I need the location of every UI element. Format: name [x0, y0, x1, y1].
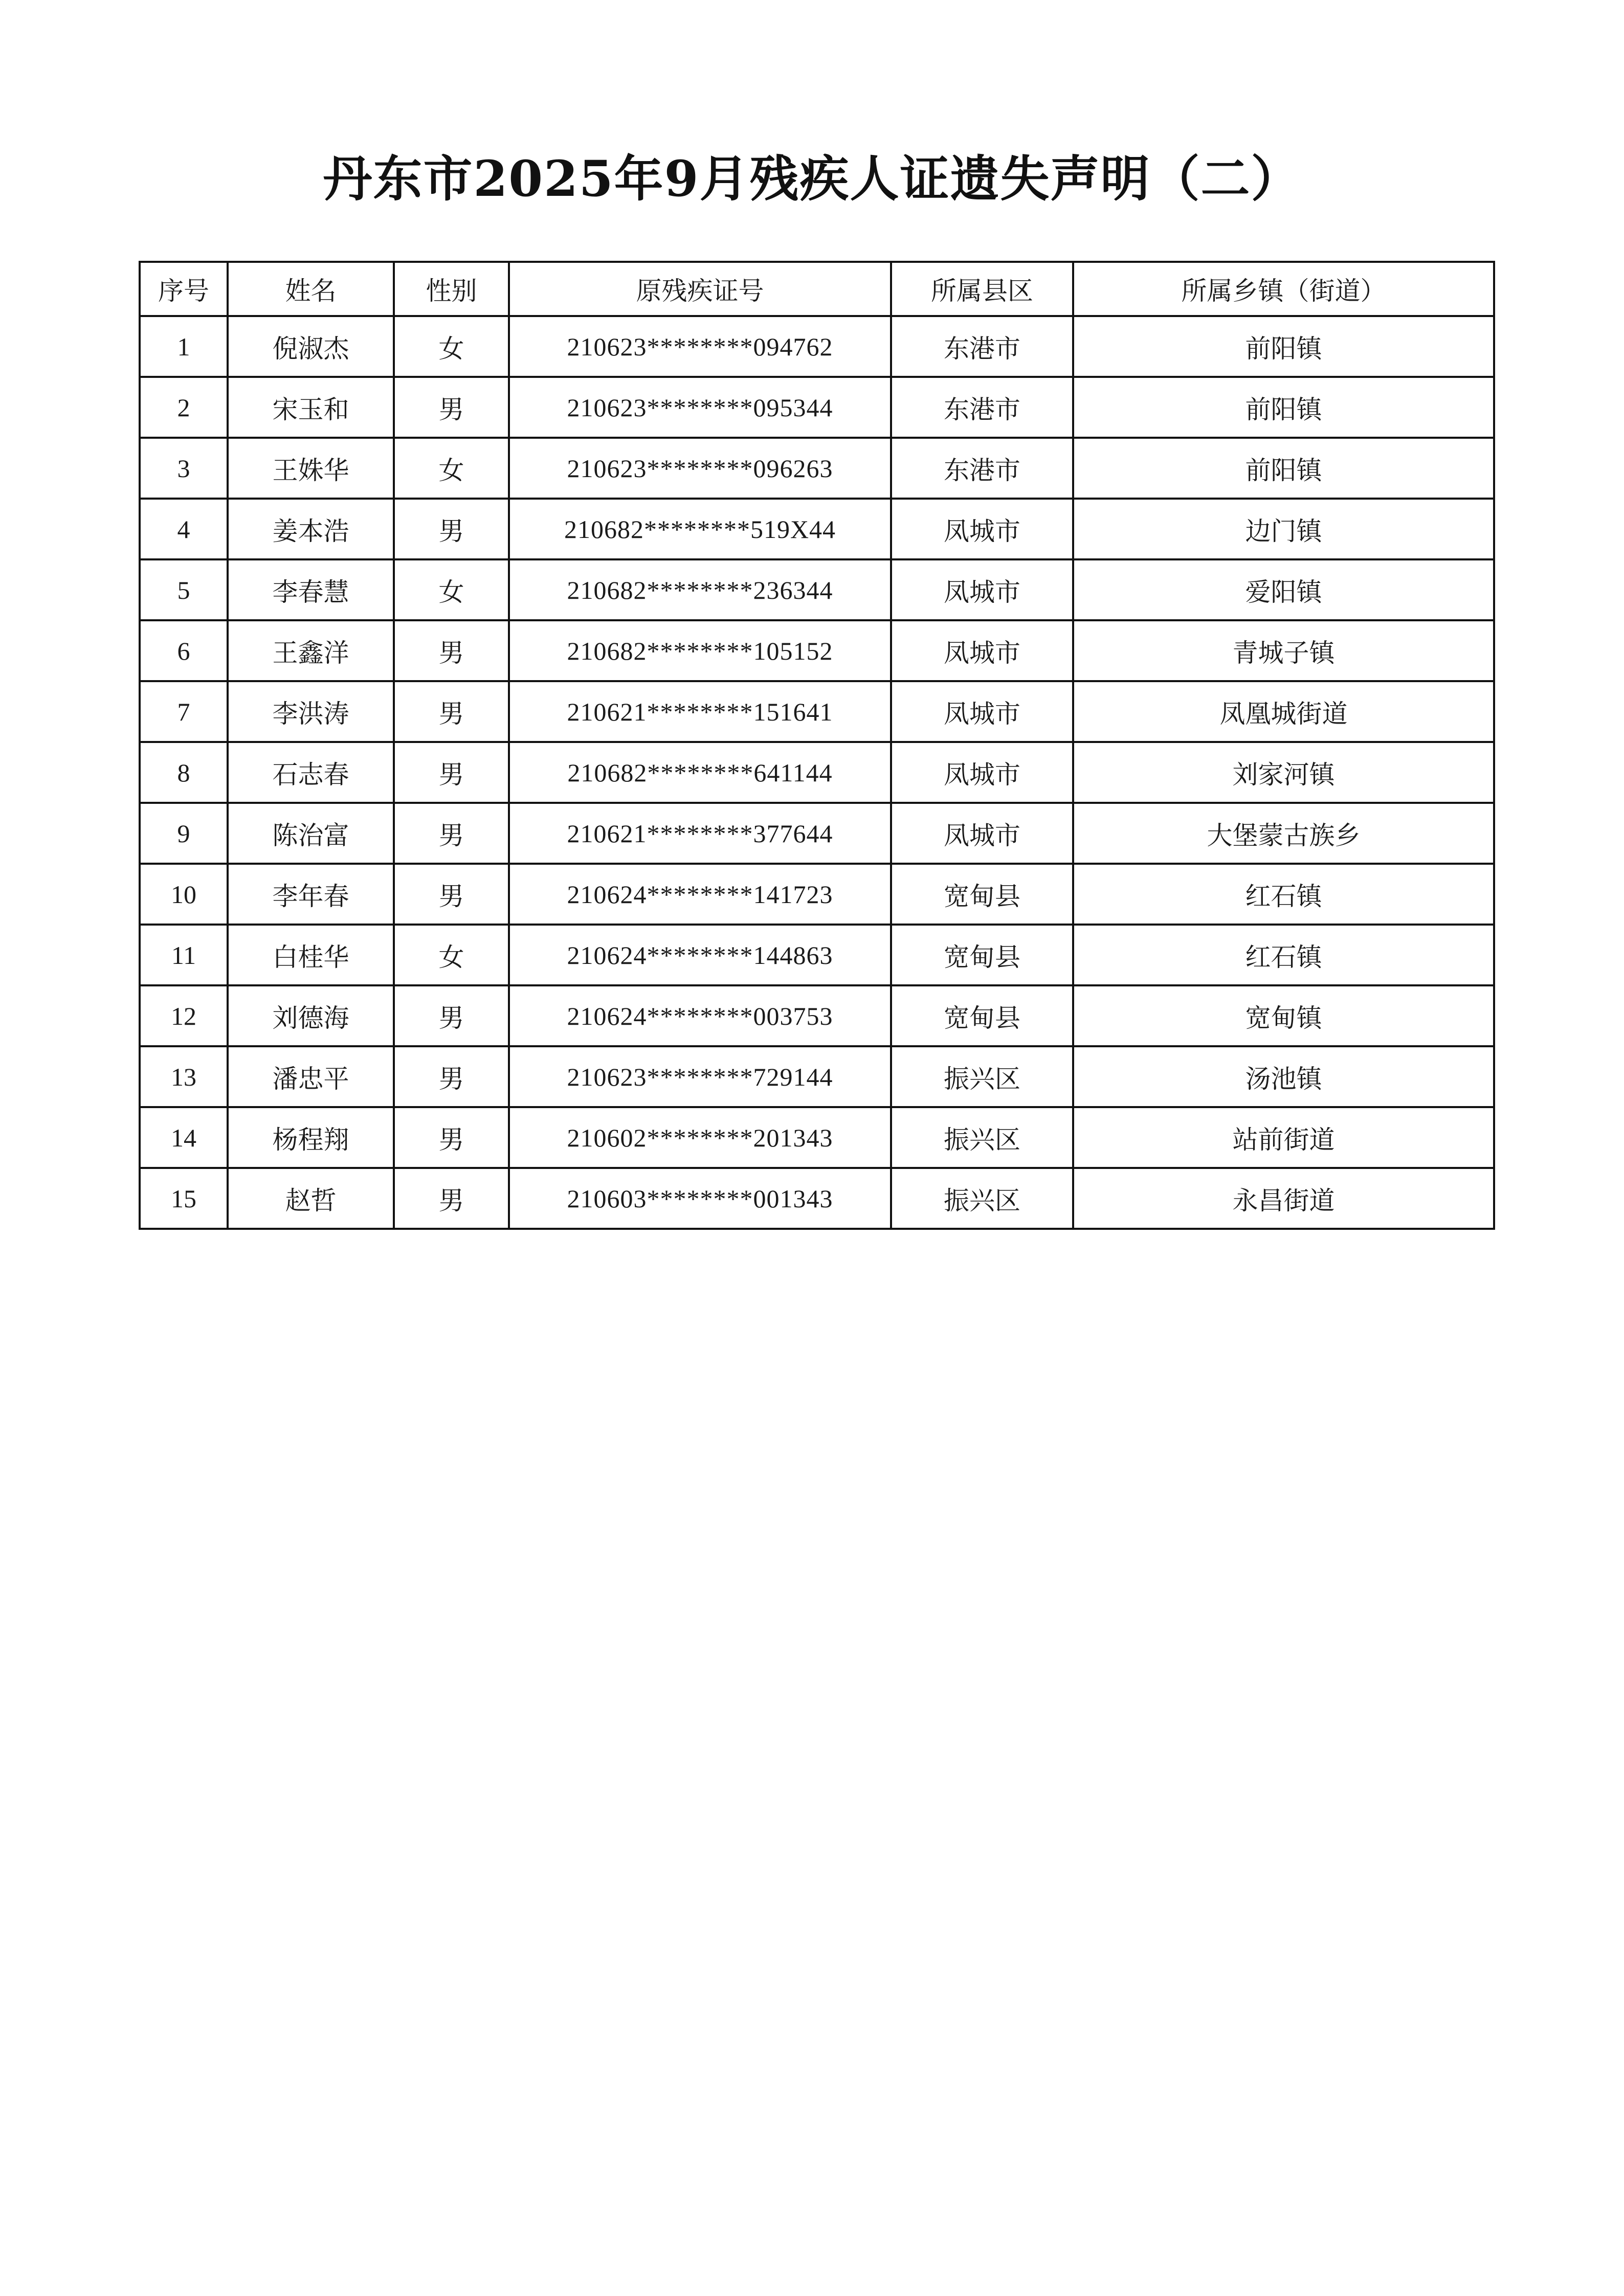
cell-town: 边门镇 — [1073, 499, 1494, 559]
cell-county: 宽甸县 — [891, 985, 1073, 1046]
cell-town: 宽甸镇 — [1073, 985, 1494, 1046]
cell-gender: 男 — [394, 803, 509, 864]
cell-town: 前阳镇 — [1073, 316, 1494, 377]
cell-gender: 男 — [394, 985, 509, 1046]
cell-gender: 男 — [394, 742, 509, 803]
table-row — [140, 438, 1494, 499]
table-header-row — [140, 262, 1494, 316]
cell-cert-no: 210624********141723 — [509, 864, 891, 925]
cell-seq: 4 — [140, 499, 228, 559]
cell-name: 李洪涛 — [228, 681, 394, 742]
cell-seq: 8 — [140, 742, 228, 803]
cell-county: 东港市 — [891, 438, 1073, 499]
cell-seq: 5 — [140, 559, 228, 620]
cell-county: 东港市 — [891, 377, 1073, 438]
table-row — [140, 864, 1494, 925]
cell-cert-no: 210621********377644 — [509, 803, 891, 864]
cell-county: 宽甸县 — [891, 925, 1073, 985]
cell-cert-no: 210602********201343 — [509, 1107, 891, 1168]
lost-certificate-table — [139, 261, 1495, 1230]
table-row — [140, 499, 1494, 559]
cell-seq: 11 — [140, 925, 228, 985]
cell-town: 永昌街道 — [1073, 1168, 1494, 1229]
cell-county: 东港市 — [891, 316, 1073, 377]
cell-cert-no: 210682********519X44 — [509, 499, 891, 559]
cell-cert-no: 210603********001343 — [509, 1168, 891, 1229]
cell-seq: 3 — [140, 438, 228, 499]
cell-cert-no: 210621********151641 — [509, 681, 891, 742]
cell-town: 前阳镇 — [1073, 377, 1494, 438]
cell-name: 倪淑杰 — [228, 316, 394, 377]
document-title: 丹东市2025年9月残疾人证遗失声明（二） — [323, 150, 1301, 208]
cell-gender: 男 — [394, 620, 509, 681]
cell-name: 王鑫洋 — [228, 620, 394, 681]
cell-gender: 男 — [394, 1168, 509, 1229]
cell-county: 凤城市 — [891, 803, 1073, 864]
cell-county: 振兴区 — [891, 1168, 1073, 1229]
cell-county: 凤城市 — [891, 742, 1073, 803]
cell-town: 刘家河镇 — [1073, 742, 1494, 803]
cell-gender: 男 — [394, 1107, 509, 1168]
cell-county: 振兴区 — [891, 1107, 1073, 1168]
cell-seq: 1 — [140, 316, 228, 377]
cell-cert-no: 210624********003753 — [509, 985, 891, 1046]
table-row — [140, 1046, 1494, 1107]
table-row — [140, 559, 1494, 620]
cell-county: 凤城市 — [891, 681, 1073, 742]
header-name: 姓名 — [228, 262, 394, 316]
cell-name: 白桂华 — [228, 925, 394, 985]
header-gender: 性别 — [394, 262, 509, 316]
cell-name: 杨程翔 — [228, 1107, 394, 1168]
cell-cert-no: 210682********105152 — [509, 620, 891, 681]
cell-cert-no: 210624********144863 — [509, 925, 891, 985]
table-row — [140, 803, 1494, 864]
table-row — [140, 377, 1494, 438]
cell-seq: 2 — [140, 377, 228, 438]
cell-town: 站前街道 — [1073, 1107, 1494, 1168]
table-row — [140, 985, 1494, 1046]
header-town: 所属乡镇（街道） — [1073, 262, 1494, 316]
cell-seq: 7 — [140, 681, 228, 742]
cell-seq: 14 — [140, 1107, 228, 1168]
cell-gender: 男 — [394, 1046, 509, 1107]
cell-name: 李年春 — [228, 864, 394, 925]
cell-seq: 15 — [140, 1168, 228, 1229]
table-row — [140, 620, 1494, 681]
cell-town: 青城子镇 — [1073, 620, 1494, 681]
cell-town: 爱阳镇 — [1073, 559, 1494, 620]
table-row — [140, 1168, 1494, 1229]
cell-name: 姜本浩 — [228, 499, 394, 559]
table-row — [140, 742, 1494, 803]
cell-gender: 女 — [394, 438, 509, 499]
table-row — [140, 1107, 1494, 1168]
cell-cert-no: 210682********641144 — [509, 742, 891, 803]
cell-name: 石志春 — [228, 742, 394, 803]
cell-gender: 女 — [394, 559, 509, 620]
cell-name: 潘忠平 — [228, 1046, 394, 1107]
cell-county: 振兴区 — [891, 1046, 1073, 1107]
cell-town: 凤凰城街道 — [1073, 681, 1494, 742]
cell-seq: 6 — [140, 620, 228, 681]
header-county: 所属县区 — [891, 262, 1073, 316]
cell-name: 赵哲 — [228, 1168, 394, 1229]
cell-gender: 女 — [394, 925, 509, 985]
cell-name: 刘德海 — [228, 985, 394, 1046]
cell-gender: 男 — [394, 377, 509, 438]
cell-cert-no: 210682********236344 — [509, 559, 891, 620]
cell-cert-no: 210623********094762 — [509, 316, 891, 377]
table-row — [140, 925, 1494, 985]
cell-town: 前阳镇 — [1073, 438, 1494, 499]
cell-cert-no: 210623********729144 — [509, 1046, 891, 1107]
cell-name: 李春慧 — [228, 559, 394, 620]
cell-name: 王姝华 — [228, 438, 394, 499]
cell-gender: 男 — [394, 681, 509, 742]
cell-town: 红石镇 — [1073, 925, 1494, 985]
cell-cert-no: 210623********095344 — [509, 377, 891, 438]
cell-seq: 10 — [140, 864, 228, 925]
table-row — [140, 681, 1494, 742]
cell-town: 大堡蒙古族乡 — [1073, 803, 1494, 864]
cell-seq: 12 — [140, 985, 228, 1046]
cell-county: 宽甸县 — [891, 864, 1073, 925]
cell-town: 汤池镇 — [1073, 1046, 1494, 1107]
cell-seq: 13 — [140, 1046, 228, 1107]
cell-gender: 男 — [394, 499, 509, 559]
cell-gender: 男 — [394, 864, 509, 925]
cell-county: 凤城市 — [891, 499, 1073, 559]
cell-name: 宋玉和 — [228, 377, 394, 438]
cell-cert-no: 210623********096263 — [509, 438, 891, 499]
cell-county: 凤城市 — [891, 559, 1073, 620]
cell-gender: 女 — [394, 316, 509, 377]
cell-town: 红石镇 — [1073, 864, 1494, 925]
table-row — [140, 316, 1494, 377]
header-seq: 序号 — [140, 262, 228, 316]
cell-county: 凤城市 — [891, 620, 1073, 681]
cell-name: 陈治富 — [228, 803, 394, 864]
table-body — [140, 316, 1494, 1229]
header-cert-no: 原残疾证号 — [509, 262, 891, 316]
cell-seq: 9 — [140, 803, 228, 864]
